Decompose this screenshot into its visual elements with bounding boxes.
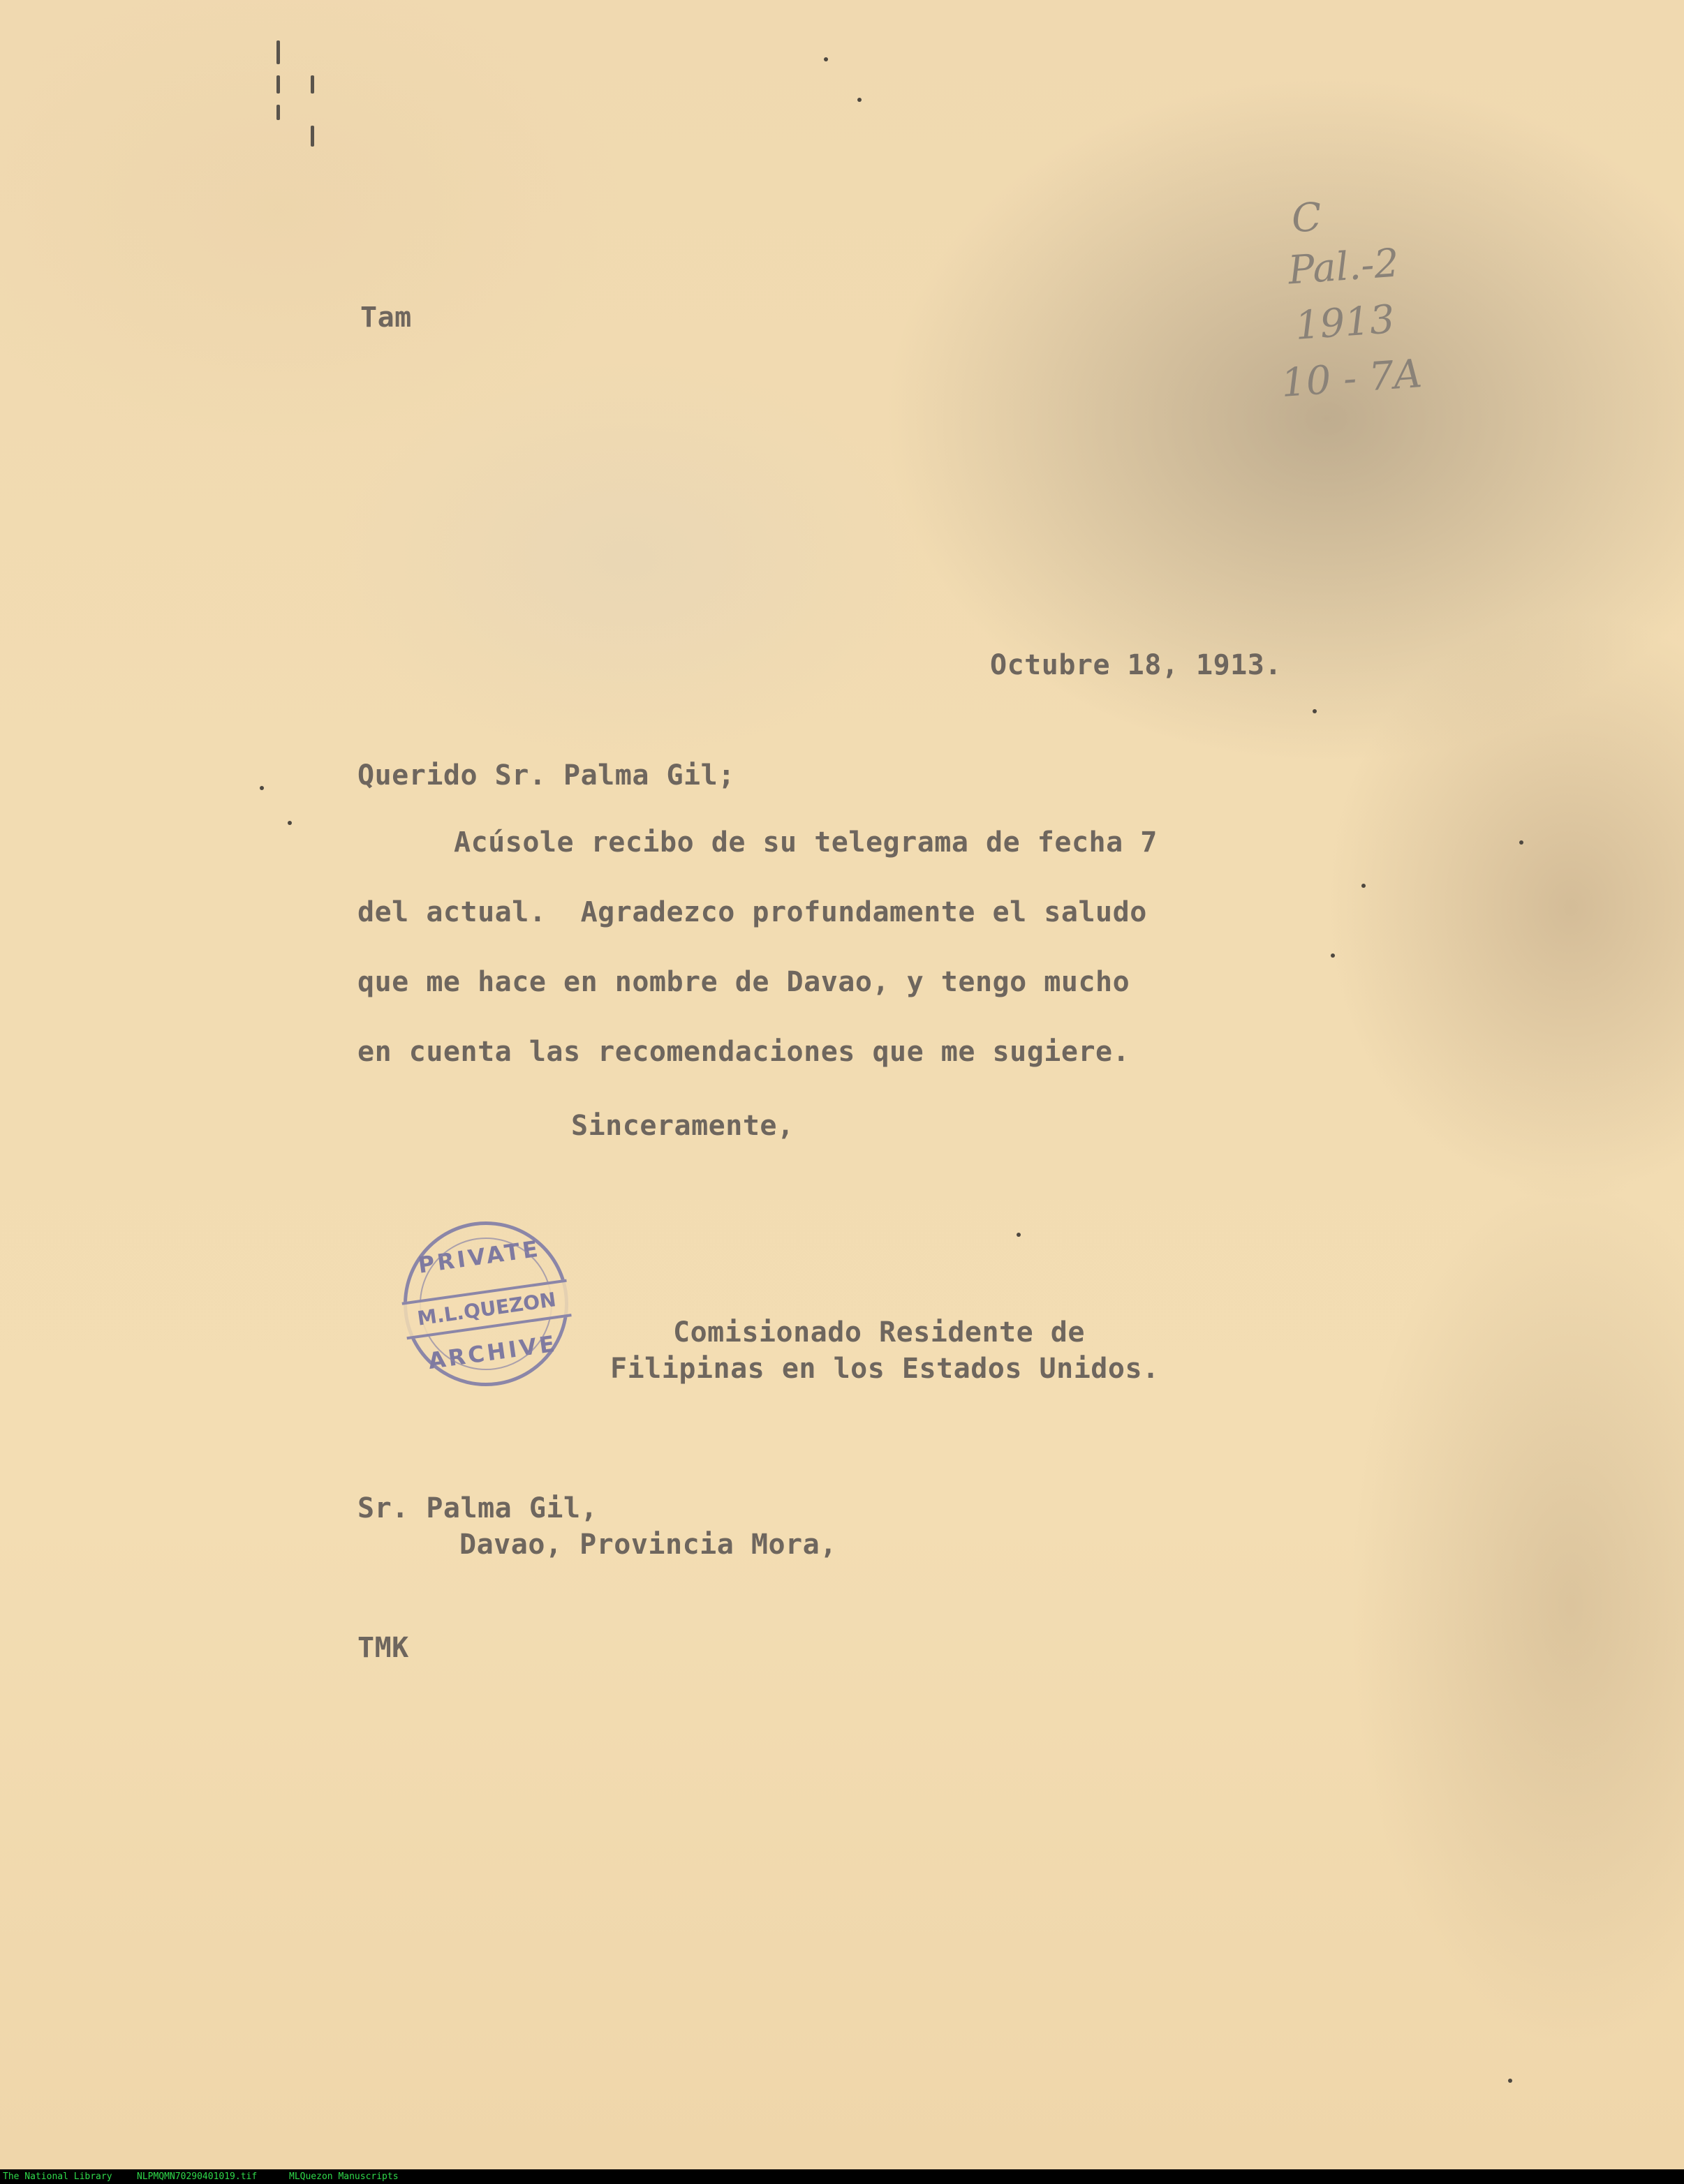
body-line: Acúsole recibo de su telegrama de fecha 7 [454, 826, 1158, 859]
paper-speck [857, 98, 862, 102]
letter-date: Octubre 18, 1913. [990, 649, 1282, 681]
footer-filename: NLPMQMN70290401019.tif [137, 2171, 258, 2182]
paper-speck [1361, 884, 1366, 888]
stamp-top-text: PRIVATE [416, 1235, 542, 1279]
punch-mark [276, 40, 280, 64]
signature-line: Filipinas en los Estados Unidos. [610, 1353, 1160, 1385]
addressee-place: Davao, Provincia Mora, [459, 1529, 837, 1561]
paper-speck [824, 57, 828, 61]
paper-speck [260, 786, 264, 790]
body-line: que me hace en nombre de Davao, y tengo mucho [357, 966, 1130, 998]
paper-speck [1519, 840, 1523, 845]
initials-top: Tam [360, 302, 412, 334]
archive-annotation-line: 10 - 7A [1279, 351, 1424, 406]
addressee-name: Sr. Palma Gil, [357, 1492, 598, 1524]
body-line: en cuenta las recomendaciones que me sugiere. [357, 1036, 1130, 1068]
closing: Sinceramente, [571, 1110, 795, 1142]
footer-collection: MLQuezon Manuscripts [289, 2171, 399, 2182]
paper-speck [1508, 2079, 1512, 2083]
footer-library: The National Library [3, 2171, 112, 2182]
archive-annotation-line: C [1290, 194, 1324, 242]
stamp-band-text: M.L.QUEZON [402, 1279, 572, 1340]
typist-initials: TMK [357, 1632, 409, 1664]
punch-mark [311, 126, 314, 147]
punch-mark [276, 75, 280, 94]
scan-footer [0, 2169, 1684, 2184]
punch-mark [311, 75, 314, 94]
salutation: Querido Sr. Palma Gil; [357, 759, 735, 792]
paper-speck [288, 821, 292, 825]
archive-stamp [393, 1211, 579, 1397]
stamp-bottom-text: ARCHIVE [426, 1330, 559, 1375]
signature-line: Comisionado Residente de [673, 1316, 1085, 1349]
archive-annotation-line: 1913 [1293, 297, 1396, 349]
paper-speck [1331, 953, 1335, 958]
punch-mark [276, 105, 280, 120]
body-line: del actual. Agradezco profundamente el saludo [357, 896, 1147, 928]
paper-speck [1017, 1233, 1021, 1237]
paper-speck [1313, 709, 1317, 713]
archive-annotation-line: Pal.-2 [1286, 240, 1401, 294]
